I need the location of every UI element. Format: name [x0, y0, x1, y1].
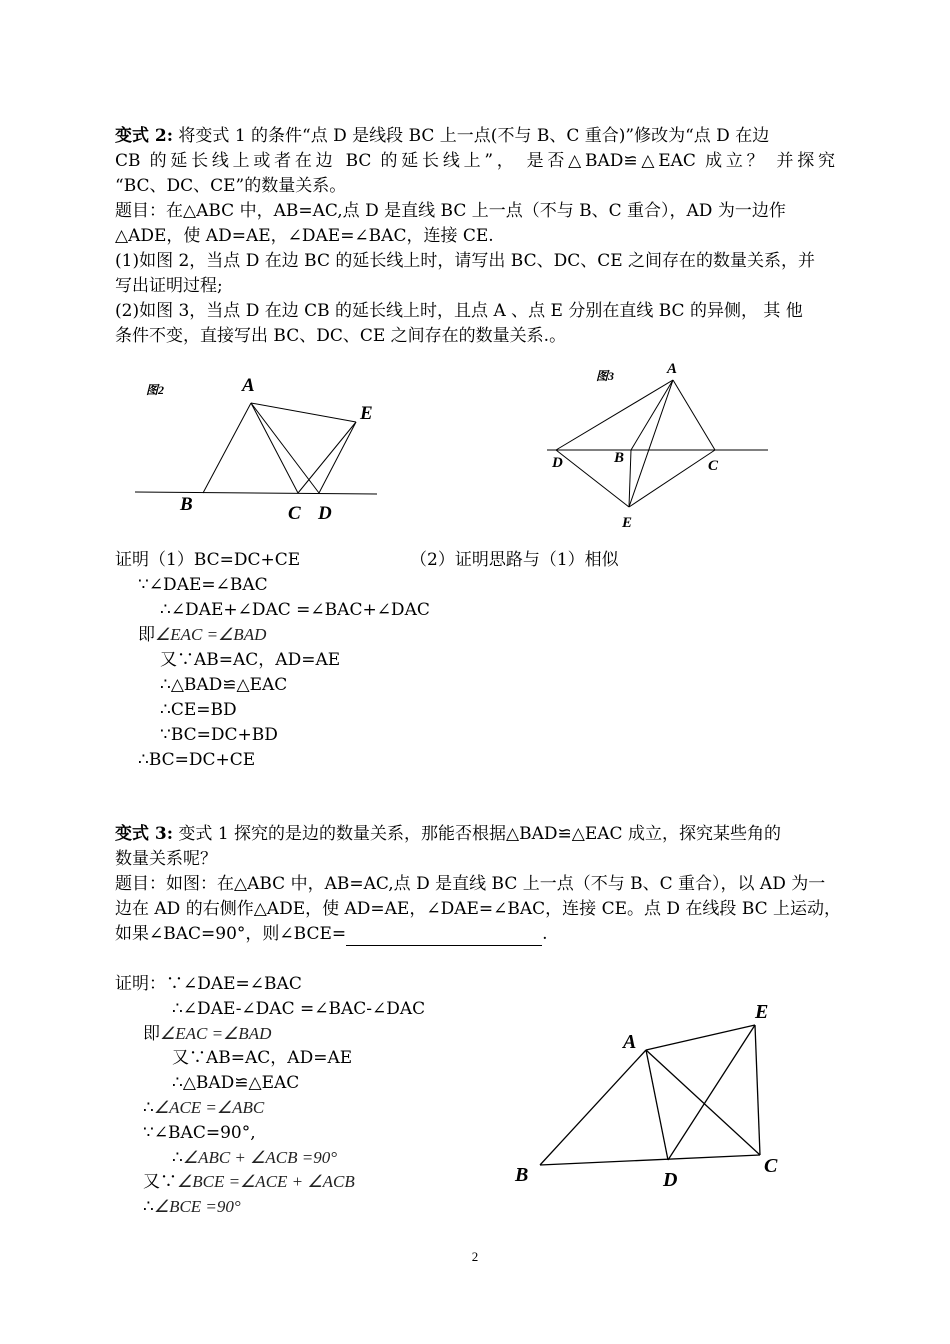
v3-line-1: 变式 3: 变式 1 探究的是边的数量关系，那能否根据△BAD≌△EAC 成立，探究某些角的 [115, 824, 781, 844]
v3-line-3: 题目：如图：在△ABC 中，AB=AC,点 D 是直线 BC 上一点（不与 B、C 重合），以 AD 为一 [115, 874, 826, 894]
fig4-label-D: D [663, 1169, 678, 1191]
fig3-label-C: C [708, 458, 719, 474]
proof2-line-7: ∴CE=BD [160, 700, 237, 720]
proof2-line-2: ∵∠DAE=∠BAC [138, 575, 268, 595]
proof3-line-3: 即∠EAC =∠BAD [143, 1024, 272, 1044]
fig2-label-A: A [242, 375, 255, 396]
fig2-label-E: E [360, 403, 373, 424]
v2-line-6: (1)如图 2，当点 D 在边 BC 的延长线上时，请写出 BC、DC、CE 之间存在的数量关系，并 [115, 251, 816, 271]
proof3-line-8: ∴∠ABC + ∠ACB =90° [172, 1148, 338, 1168]
figure-4 [505, 995, 805, 1195]
fig2-label-C: C [288, 503, 301, 524]
v2-line-4: 题目：在△ABC 中，AB=AC,点 D 是直线 BC 上一点（不与 B、C 重合），AD 为一边作 [115, 201, 786, 221]
proof3-line-5: ∴△BAD≌△EAC [172, 1073, 300, 1093]
proof2-line-1: 证明（1）BC=DC+CE [115, 550, 301, 570]
proof3-line-1: 证明：∵∠DAE=∠BAC [115, 974, 302, 994]
fig2-caption: 图2 [146, 383, 165, 397]
figure-2 [130, 365, 390, 525]
fig2-label-D: D [318, 503, 332, 524]
v3-line-4: 边在 AD 的右侧作△ADE，使 AD=AE，∠DAE=∠BAC，连接 CE。点 D 在线段 BC 上运动， [115, 899, 842, 919]
fig3-label-A: A [667, 361, 678, 377]
proof3-line-4: 又∵AB=AC，AD=AE [172, 1048, 353, 1068]
fig3-caption: 图3 [596, 369, 615, 383]
v3-line-2: 数量关系呢？ [115, 849, 217, 869]
proof2-line-4: 即∠EAC =∠BAD [138, 625, 267, 645]
answer-blank[interactable] [346, 927, 542, 946]
v2-line-8: (2)如图 3，当点 D 在边 CB 的延长线上时，且点 A 、点 E 分别在直线 BC 的异侧， 其 他 [115, 301, 803, 321]
v2-line-7: 写出证明过程; [115, 276, 223, 296]
proof2-line-9: ∴BC=DC+CE [138, 750, 256, 770]
fig4-label-A: A [623, 1031, 637, 1053]
proof2-line-1b: （2）证明思路与（1）相似 [410, 550, 619, 570]
proof3-line-9: 又∵∠BCE =∠ACE + ∠ACB [143, 1172, 355, 1192]
figure-3 [540, 355, 775, 535]
v2-line-1: 变式 2: 将变式 1 的条件“点 D 是线段 BC 上一点(不与 B、C 重合)”修改为“点 D 在边 [115, 126, 770, 146]
proof3-line-6: ∴∠ACE =∠ABC [143, 1098, 265, 1118]
fig4-label-E: E [755, 1001, 769, 1023]
fig4-label-B: B [515, 1164, 529, 1186]
fig3-label-B: B [614, 450, 625, 466]
fig2-label-B: B [180, 494, 193, 515]
proof2-line-3: ∴∠DAE+∠DAC =∠BAC+∠DAC [160, 600, 430, 620]
fig3-label-D: D [552, 455, 563, 471]
page-number: 2 [471, 1249, 479, 1264]
proof3-line-7: ∵∠BAC=90°, [143, 1123, 256, 1143]
v2-line-5: △ADE，使 AD=AE，∠DAE=∠BAC，连接 CE. [115, 226, 494, 246]
v2-line-3: “BC、DC、CE”的数量关系。 [115, 176, 347, 196]
fig3-label-E: E [622, 515, 633, 531]
v3-heading: 变式 3: [115, 824, 174, 844]
v2-line-9: 条件不变，直接写出 BC、DC、CE 之间存在的数量关系.。 [115, 326, 567, 346]
proof2-line-5: 又∵AB=AC，AD=AE [160, 650, 341, 670]
proof2-line-8: ∵BC=DC+BD [160, 725, 278, 745]
v2-line-2: CB 的延长线上或者在边 BC 的延长线上”， 是否△BAD≌△EAC 成立？ 并探究 [115, 151, 835, 171]
fig4-label-C: C [764, 1155, 778, 1177]
proof3-line-10: ∴∠BCE =90° [143, 1197, 241, 1217]
v2-heading: 变式 2: [115, 126, 174, 146]
proof3-line-2: ∴∠DAE-∠DAC =∠BAC-∠DAC [172, 999, 426, 1019]
v3-line-5: 如果∠BAC=90°，则∠BCE= . [115, 924, 548, 944]
proof2-line-6: ∴△BAD≌△EAC [160, 675, 288, 695]
